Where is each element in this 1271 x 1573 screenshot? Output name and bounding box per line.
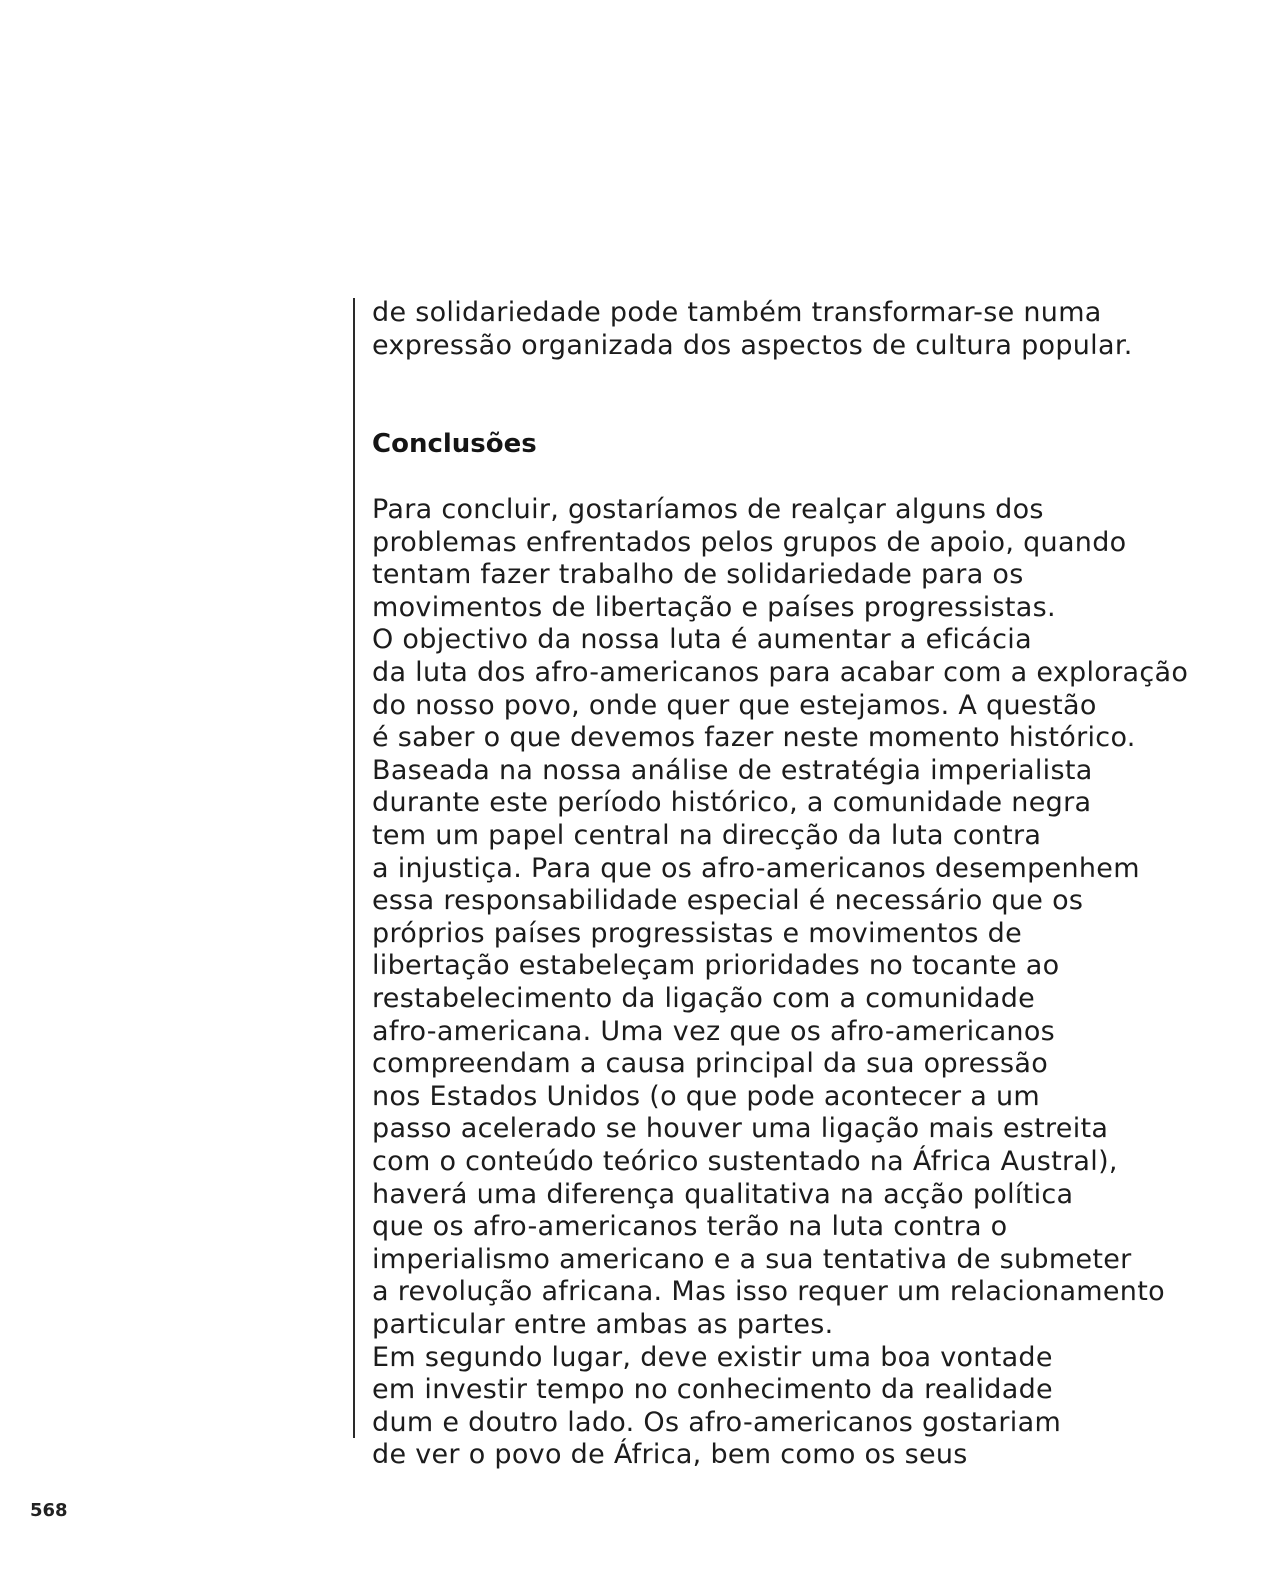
text-line: de solidariedade pode também transformar-se numa [372,297,1102,328]
text-line: Baseada na nossa análise de estratégia imperialista [372,754,1093,786]
text-line: haverá uma diferença qualitativa na acção política [372,1178,1074,1210]
text-line: a revolução africana. Mas isso requer um relacionamento [372,1276,1165,1308]
text-line: movimentos de libertação e países progressistas. [372,591,1056,623]
text-line: do nosso povo, onde quer que estejamos. A questão [372,689,1097,721]
text-line: imperialismo americano e a sua tentativa de submeter [372,1243,1132,1275]
text-line: O objectivo da nossa luta é aumentar a eficácia [372,624,1032,656]
text-line: particular entre ambas as partes. [372,1309,834,1340]
text-line: restabelecimento da ligação com a comunidade [372,983,1036,1014]
text-line: passo acelerado se houver uma ligação mais estreita [372,1113,1109,1145]
text-line: a injustiça. Para que os afro-americanos desempenhem [372,852,1140,884]
text-line: expressão organizada dos aspectos de cultura popular. [372,330,1133,361]
text-line: é saber o que devemos fazer neste momento histórico. [372,722,1136,754]
text-line: libertação estabeleçam prioridades no tocante ao [372,950,1060,982]
text-line: Em segundo lugar, deve existir uma boa vontade [372,1341,1053,1373]
text-line: dum e doutro lado. Os afro-americanos gostariam [372,1406,1062,1438]
text-line: essa responsabilidade especial é necessário que os [372,885,1084,917]
section-heading: Conclusões [372,429,537,459]
text-line: que os afro-americanos terão na luta contra o [372,1211,1008,1243]
text-line: tem um papel central na direcção da luta contra [372,820,1042,851]
text-line: próprios países progressistas e movimentos de [372,917,1023,949]
text-line: Para concluir, gostaríamos de realçar alguns dos [372,494,1044,525]
text-line: compreendam a causa principal da sua opressão [372,1048,1049,1080]
text-line: afro-americana. Uma vez que os afro-americanos [372,1015,1056,1047]
text-line: tentam fazer trabalho de solidariedade para os [372,559,1024,591]
text-line: nos Estados Unidos (o que pode acontecer a um [372,1080,1040,1112]
margin-rule [353,298,355,1438]
text-line: da luta dos afro-americanos para acabar com a exploração [372,657,1189,688]
text-line: em investir tempo no conhecimento da realidade [372,1374,1053,1406]
page-number: 568 [30,1500,68,1521]
text-line: durante este período histórico, a comunidade negra [372,787,1092,819]
text-line: problemas enfrentados pelos grupos de apoio, quando [372,526,1127,558]
text-line: com o conteúdo teórico sustentado na África Austral), [372,1146,1118,1177]
text-line: de ver o povo de África, bem como os seus [372,1439,968,1471]
